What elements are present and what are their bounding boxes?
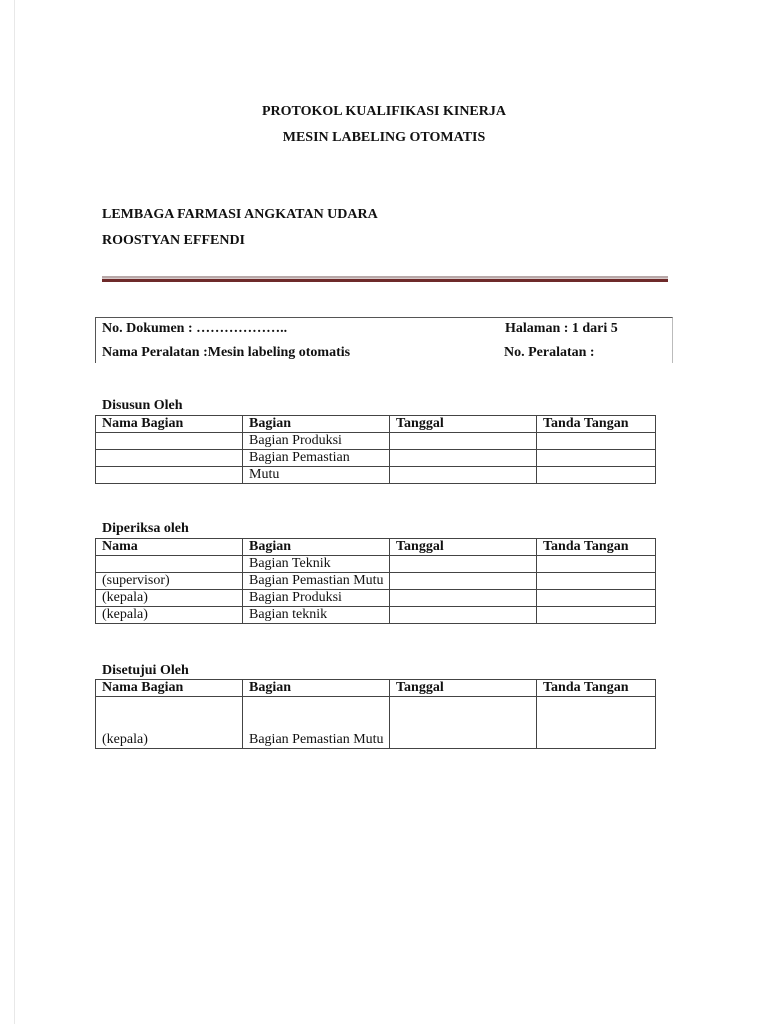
- header-cell: Bagian: [243, 539, 390, 556]
- department-cell: Bagian Pemastian Mutu: [243, 697, 390, 749]
- department-cell: Bagian teknik: [243, 607, 390, 624]
- department-cell: Bagian Pemastian: [243, 450, 390, 467]
- signature-cell[interactable]: [537, 573, 656, 590]
- table-row: [96, 556, 656, 573]
- date-cell[interactable]: [390, 573, 537, 590]
- header-cell: Nama Bagian: [96, 680, 243, 697]
- signature-cell[interactable]: [537, 607, 656, 624]
- signature-cell[interactable]: [537, 590, 656, 607]
- name-cell[interactable]: (kepala): [96, 590, 243, 607]
- signature-cell[interactable]: [537, 697, 656, 749]
- doc-number: No. Dokumen : ………………..: [102, 321, 288, 336]
- name-cell[interactable]: (supervisor): [96, 573, 243, 590]
- document-subtitle: MESIN LABELING OTOMATIS: [282, 130, 486, 145]
- table-row: [96, 590, 656, 607]
- name-cell[interactable]: (kepala): [96, 607, 243, 624]
- signature-cell[interactable]: [537, 467, 656, 484]
- header-cell: Nama: [96, 539, 243, 556]
- page-indicator: Halaman : 1 dari 5: [505, 321, 618, 336]
- department-cell: Bagian Teknik: [243, 556, 390, 573]
- diperiksa-table: [95, 538, 656, 624]
- signature-cell[interactable]: [537, 450, 656, 467]
- header-cell: Tanggal: [390, 416, 537, 433]
- date-cell[interactable]: [390, 607, 537, 624]
- name-cell[interactable]: [96, 450, 243, 467]
- signature-cell[interactable]: [537, 556, 656, 573]
- table-row: [96, 433, 656, 450]
- table-header-row: [96, 416, 656, 433]
- table-row: [96, 450, 656, 467]
- table-row: [96, 573, 656, 590]
- department-cell: Mutu: [243, 467, 390, 484]
- table-header-row: [96, 680, 656, 697]
- page-edge: [14, 0, 15, 1024]
- department-cell: Bagian Produksi: [243, 433, 390, 450]
- department-cell: Bagian Produksi: [243, 590, 390, 607]
- document-info-box: [95, 317, 673, 363]
- table-header-row: [96, 539, 656, 556]
- date-cell[interactable]: [390, 697, 537, 749]
- header-cell: Tanggal: [390, 539, 537, 556]
- section-label-disusun: Disusun Oleh: [102, 398, 183, 413]
- header-cell: Bagian: [243, 416, 390, 433]
- header-cell: Tanda Tangan: [537, 539, 656, 556]
- date-cell[interactable]: [390, 433, 537, 450]
- author-name: ROOSTYAN EFFENDI: [102, 233, 246, 248]
- date-cell[interactable]: [390, 467, 537, 484]
- section-label-diperiksa: Diperiksa oleh: [102, 521, 189, 536]
- date-cell[interactable]: [390, 590, 537, 607]
- disetujui-table: [95, 679, 656, 749]
- table-row: [96, 607, 656, 624]
- document-title: PROTOKOL KUALIFIKASI KINERJA: [261, 104, 506, 119]
- name-cell[interactable]: (kepala): [96, 697, 243, 749]
- header-cell: Nama Bagian: [96, 416, 243, 433]
- header-divider: [102, 276, 668, 282]
- name-cell[interactable]: [96, 467, 243, 484]
- header-cell: Tanggal: [390, 680, 537, 697]
- disusun-table: [95, 415, 656, 484]
- table-row: [96, 467, 656, 484]
- department-cell: Bagian Pemastian Mutu: [243, 573, 390, 590]
- equipment-name: Nama Peralatan :Mesin labeling otomatis: [102, 345, 351, 360]
- header-cell: Tanda Tangan: [537, 680, 656, 697]
- date-cell[interactable]: [390, 556, 537, 573]
- date-cell[interactable]: [390, 450, 537, 467]
- organization-name: LEMBAGA FARMASI ANGKATAN UDARA: [102, 207, 378, 222]
- header-cell: Tanda Tangan: [537, 416, 656, 433]
- name-cell[interactable]: [96, 433, 243, 450]
- equipment-number: No. Peralatan :: [504, 345, 595, 360]
- header-cell: Bagian: [243, 680, 390, 697]
- signature-cell[interactable]: [537, 433, 656, 450]
- name-cell[interactable]: [96, 556, 243, 573]
- section-label-disetujui: Disetujui Oleh: [102, 663, 189, 678]
- table-row: [96, 697, 656, 749]
